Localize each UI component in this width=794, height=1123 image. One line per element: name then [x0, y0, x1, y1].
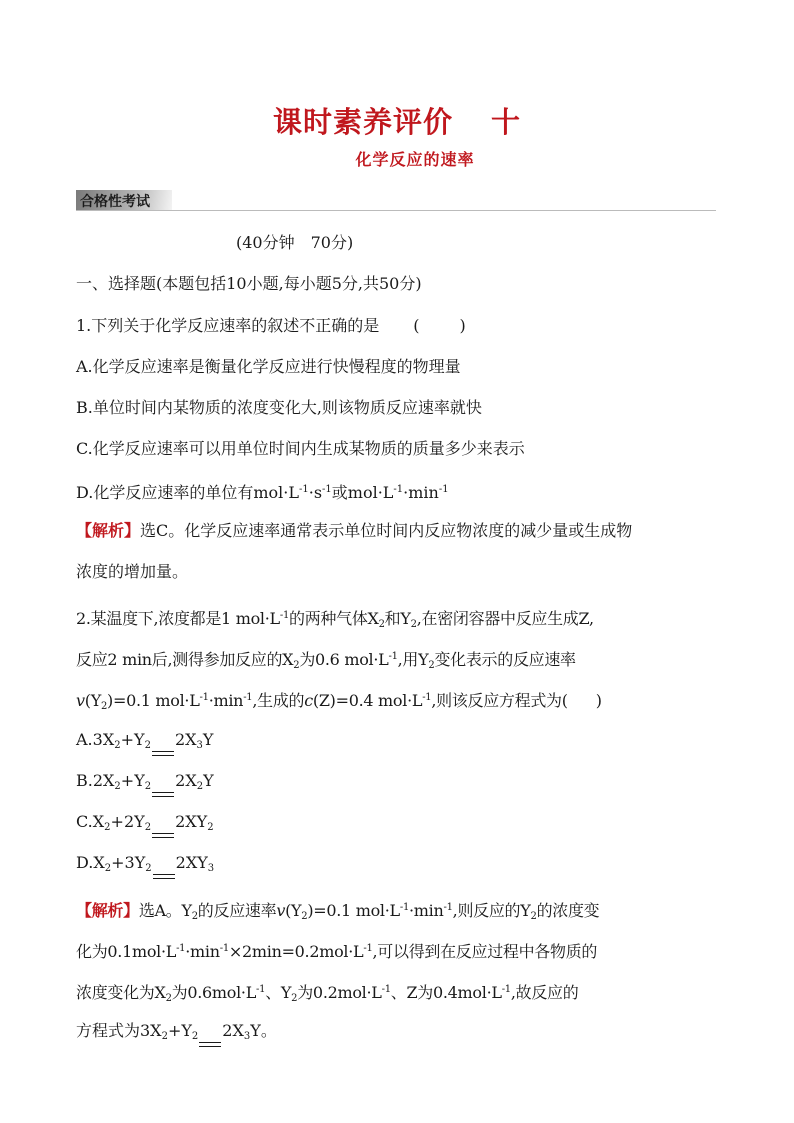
- section-tag: [76, 190, 172, 210]
- q1-option-c: C.化学反应速率可以用单位时间内生成某物质的质量多少来表示: [76, 439, 525, 458]
- title-main: 课时素养评价: [272, 105, 453, 139]
- part-title: 一、选择题(本题包括10小题,每小题5分,共50分): [76, 274, 422, 293]
- q2-analysis-line1: 【解析】选A。$Y_2$的反应速率$v(Y_2)=0.1$ $mol\cdot L^{-1}\cdot\min^{-1}$,则反应的$Y_2$的浓度变: [76, 901, 600, 922]
- q1-analysis: 【解析】选C。化学反应速率通常表示单位时间内反应物浓度的减少量或生成物: [76, 521, 633, 540]
- q2-stem-line1: 2.某温度下,浓度都是1 $mol\cdot L^{-1}$的两种气体$X_2$和$Y_2$,在密闭容器中反应生成Z,: [76, 609, 594, 630]
- q1-option-a: A.化学反应速率是衡量化学反应进行快慢程度的物理量: [76, 357, 461, 376]
- time-score: (40分钟 70分): [236, 233, 354, 252]
- q2-stem-line2: 反应2 min后,测得参加反应的$X_2$为0.6 $mol\cdot L^{-1}$,用$Y_2$变化表示的反应速率: [76, 650, 576, 671]
- q2-option-a: $A.3X_2+Y_2$ $2X_3Y$: [76, 730, 214, 751]
- q2-analysis-line3: 浓度变化为$X_2$为$0.6mol\cdot L^{-1}$、$Y_2$为$0.2mol\cdot L^{-1}$、Z为$0.4mol\cdot L^{-1}$,故反应的: [76, 983, 579, 1004]
- page-subtitle: 化学反应的速率: [355, 150, 475, 169]
- q1-stem: 1.下列关于化学反应速率的叙述不正确的是 ( ): [76, 316, 466, 335]
- q2-analysis-line4: 方程式为$3X_2+Y_2$ $2X_3Y$。: [76, 1021, 277, 1042]
- q2-option-d: $D.X_2+3Y_2$ $2XY_3$: [76, 853, 215, 874]
- title-number: 十: [491, 105, 522, 139]
- q1-analysis-cont: 浓度的增加量。: [76, 562, 189, 581]
- page-title: [0, 100, 794, 141]
- q2-option-b: $B.2X_2+Y_2$ $2X_2Y$: [76, 771, 214, 792]
- q2-analysis-line2: 化为$0.1mol\cdot L^{-1}\cdot\min^{-1}\times 2\min=0.2mol\cdot L^{-1}$,可以得到在反应过程中各物质的: [76, 942, 598, 961]
- q1-option-d: D.化学反应速率的单位有$mol\cdot L^{-1}\cdot s^{-1}$或$mol\cdot L^{-1}\cdot\min^{-1}$: [76, 483, 449, 502]
- q2-stem-line3: $v(Y_2)=0.1$ $mol\cdot L^{-1}\cdot\min^{-1}$,生成的c(Z)=0.4 $mol\cdot L^{-1}$,则该反应方程式为( ): [76, 691, 602, 712]
- section-divider: [76, 210, 716, 211]
- q1-option-b: B.单位时间内某物质的浓度变化大,则该物质反应速率就快: [76, 398, 482, 417]
- q2-option-c: $C.X_2+2Y_2$ $2XY_2$: [76, 812, 214, 833]
- section-tag-label: 合格性考试: [80, 194, 150, 210]
